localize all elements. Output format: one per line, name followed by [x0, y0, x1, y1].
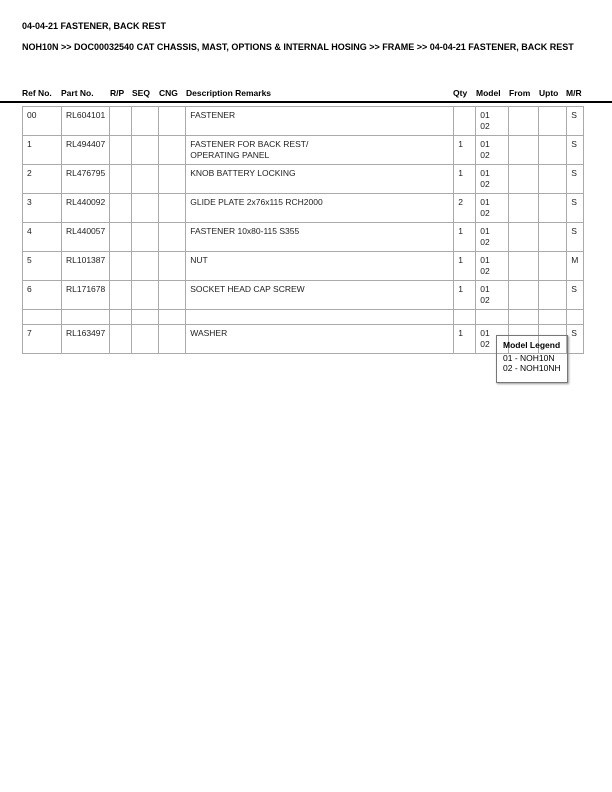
- cell-text: RL440092: [66, 197, 106, 207]
- cell-rp: [110, 325, 132, 354]
- cell-text: 02: [480, 179, 490, 189]
- cell-upto: [539, 252, 567, 281]
- header-seq: SEQ: [132, 88, 150, 98]
- cell-ref: [23, 325, 62, 354]
- cell-from: [509, 281, 539, 310]
- header-part: Part No.: [61, 88, 94, 98]
- cell-rp: [110, 252, 132, 281]
- cell-text: 2: [27, 168, 32, 178]
- cell-qty: [454, 223, 476, 252]
- cell-model: [476, 281, 509, 310]
- cell-cng: [159, 165, 186, 194]
- cell-text: 2: [458, 197, 463, 207]
- cell-rp: [110, 310, 132, 325]
- cell-text: S: [571, 110, 577, 120]
- cell-text: 6: [27, 284, 32, 294]
- header-qty: Qty: [453, 88, 468, 98]
- table-row: [23, 107, 584, 136]
- cell-text: 01: [480, 110, 490, 120]
- cell-rp: [110, 223, 132, 252]
- table-row: [23, 194, 584, 223]
- cell-part: [62, 281, 110, 310]
- cell-model: [476, 136, 509, 165]
- header-ref: Ref No.: [22, 88, 52, 98]
- cell-seq: [132, 194, 159, 223]
- cell-text: S: [571, 139, 577, 149]
- cell-part: [62, 310, 110, 325]
- cell-cng: [159, 223, 186, 252]
- cell-text: 01: [480, 168, 490, 178]
- cell-text: SOCKET HEAD CAP SCREW: [190, 284, 305, 294]
- cell-qty: [454, 310, 476, 325]
- model-legend: [496, 335, 568, 383]
- cell-text: 02: [480, 339, 490, 349]
- cell-mr: [567, 325, 584, 354]
- cell-text: 00: [27, 110, 37, 120]
- cell-desc: [186, 252, 454, 281]
- cell-part: [62, 165, 110, 194]
- table-row: [23, 223, 584, 252]
- cell-rp: [110, 165, 132, 194]
- cell-qty: [454, 325, 476, 354]
- cell-text: 01: [480, 139, 490, 149]
- cell-text: S: [571, 328, 577, 338]
- cell-text: 1: [458, 226, 463, 236]
- cell-text: 4: [27, 226, 32, 236]
- header-upto: Upto: [539, 88, 559, 98]
- cell-cng: [159, 325, 186, 354]
- cell-from: [509, 136, 539, 165]
- header-desc: Description Remarks: [186, 88, 272, 98]
- cell-text: 02: [480, 266, 490, 276]
- cell-ref: [23, 223, 62, 252]
- cell-part: [62, 194, 110, 223]
- cell-cng: [159, 194, 186, 223]
- cell-ref: [23, 194, 62, 223]
- table-row: [23, 252, 584, 281]
- table-row: [23, 310, 584, 325]
- header-from: From: [509, 88, 531, 98]
- cell-cng: [159, 136, 186, 165]
- header-mr: M/R: [566, 88, 582, 98]
- cell-qty: [454, 252, 476, 281]
- cell-part: [62, 136, 110, 165]
- cell-text: 02: [480, 121, 490, 131]
- cell-model: [476, 310, 509, 325]
- cell-desc: [186, 281, 454, 310]
- cell-text: 3: [27, 197, 32, 207]
- cell-text: S: [571, 197, 577, 207]
- cell-ref: [23, 107, 62, 136]
- cell-text: WASHER: [190, 328, 228, 338]
- cell-mr: [567, 194, 584, 223]
- cell-qty: [454, 165, 476, 194]
- cell-mr: [567, 252, 584, 281]
- cell-mr: [567, 223, 584, 252]
- header-model: Model: [476, 88, 501, 98]
- cell-upto: [539, 223, 567, 252]
- cell-text: RL163497: [66, 328, 106, 338]
- cell-seq: [132, 325, 159, 354]
- header-rp: R/P: [110, 88, 125, 98]
- cell-cng: [159, 252, 186, 281]
- cell-upto: [539, 310, 567, 325]
- cell-from: [509, 310, 539, 325]
- cell-text: 02: [480, 237, 490, 247]
- cell-upto: [539, 136, 567, 165]
- cell-text: 02: [480, 295, 490, 305]
- table-row: [23, 165, 584, 194]
- cell-text: S: [571, 168, 577, 178]
- cell-mr: [567, 281, 584, 310]
- cell-part: [62, 252, 110, 281]
- cell-desc: [186, 194, 454, 223]
- cell-text: 5: [27, 255, 32, 265]
- cell-text: 1: [458, 328, 463, 338]
- cell-text: RL440057: [66, 226, 106, 236]
- cell-desc: [186, 310, 454, 325]
- cell-seq: [132, 281, 159, 310]
- cell-model: [476, 165, 509, 194]
- cell-cng: [159, 107, 186, 136]
- cell-text: 1: [458, 168, 463, 178]
- header-cng: CNG: [159, 88, 178, 98]
- cell-part: [62, 107, 110, 136]
- cell-text: NUT: [190, 255, 208, 265]
- cell-text: OPERATING PANEL: [190, 150, 270, 160]
- cell-text: 01: [480, 284, 490, 294]
- cell-text: 01: [480, 226, 490, 236]
- cell-mr: [567, 310, 584, 325]
- breadcrumb: NOH10N >> DOC00032540 CAT CHASSIS, MAST, OPTIONS & INTERNAL HOSING >> FRAME >> 04-04-21 FASTENER, BACK REST: [22, 42, 574, 52]
- cell-rp: [110, 281, 132, 310]
- cell-part: [62, 223, 110, 252]
- table-row: [23, 136, 584, 165]
- cell-from: [509, 252, 539, 281]
- cell-rp: [110, 194, 132, 223]
- cell-mr: [567, 136, 584, 165]
- legend-title: Model Legend: [503, 340, 561, 350]
- cell-ref: [23, 252, 62, 281]
- cell-from: [509, 165, 539, 194]
- cell-text: RL476795: [66, 168, 106, 178]
- page-title: 04-04-21 FASTENER, BACK REST: [22, 21, 167, 31]
- cell-cng: [159, 281, 186, 310]
- cell-cng: [159, 310, 186, 325]
- cell-qty: [454, 136, 476, 165]
- cell-qty: [454, 194, 476, 223]
- cell-text: 01: [480, 197, 490, 207]
- cell-text: FASTENER: [190, 110, 236, 120]
- cell-text: FASTENER FOR BACK REST/: [190, 139, 309, 149]
- cell-text: 01: [480, 255, 490, 265]
- cell-model: [476, 107, 509, 136]
- cell-upto: [539, 107, 567, 136]
- cell-seq: [132, 107, 159, 136]
- cell-text: RL171678: [66, 284, 106, 294]
- header-divider: [0, 101, 612, 103]
- cell-seq: [132, 310, 159, 325]
- cell-text: 02: [480, 208, 490, 218]
- cell-upto: [539, 281, 567, 310]
- cell-text: 1: [458, 139, 463, 149]
- cell-text: M: [571, 255, 579, 265]
- cell-ref: [23, 136, 62, 165]
- cell-seq: [132, 165, 159, 194]
- parts-table: [22, 106, 584, 354]
- cell-text: 1: [458, 284, 463, 294]
- cell-mr: [567, 165, 584, 194]
- cell-text: GLIDE PLATE 2x76x115 RCH2000: [190, 197, 323, 207]
- cell-mr: [567, 107, 584, 136]
- cell-text: RL494407: [66, 139, 106, 149]
- cell-text: 01: [480, 328, 490, 338]
- table-row: [23, 281, 584, 310]
- cell-text: 1: [27, 139, 32, 149]
- cell-ref: [23, 310, 62, 325]
- legend-item: 01 - NOH10N: [503, 352, 555, 363]
- cell-qty: [454, 107, 476, 136]
- cell-from: [509, 194, 539, 223]
- cell-ref: [23, 281, 62, 310]
- cell-text: FASTENER 10x80-115 S355: [190, 226, 300, 236]
- cell-seq: [132, 136, 159, 165]
- cell-text: KNOB BATTERY LOCKING: [190, 168, 296, 178]
- cell-rp: [110, 136, 132, 165]
- legend-item: 02 - NOH10NH: [503, 363, 561, 373]
- cell-seq: [132, 252, 159, 281]
- cell-text: 1: [458, 255, 463, 265]
- cell-desc: [186, 136, 454, 165]
- cell-text: S: [571, 284, 577, 294]
- cell-from: [509, 107, 539, 136]
- cell-part: [62, 325, 110, 354]
- cell-text: 7: [27, 328, 32, 338]
- cell-text: RL604101: [66, 110, 106, 120]
- cell-seq: [132, 223, 159, 252]
- cell-model: [476, 252, 509, 281]
- cell-model: [476, 223, 509, 252]
- cell-upto: [539, 165, 567, 194]
- cell-text: 02: [480, 150, 490, 160]
- cell-desc: [186, 325, 454, 354]
- cell-desc: [186, 165, 454, 194]
- cell-desc: [186, 223, 454, 252]
- cell-text: RL101387: [66, 255, 106, 265]
- cell-model: [476, 194, 509, 223]
- cell-rp: [110, 107, 132, 136]
- cell-from: [509, 223, 539, 252]
- cell-ref: [23, 165, 62, 194]
- cell-text: S: [571, 226, 577, 236]
- cell-desc: [186, 107, 454, 136]
- cell-qty: [454, 281, 476, 310]
- cell-upto: [539, 194, 567, 223]
